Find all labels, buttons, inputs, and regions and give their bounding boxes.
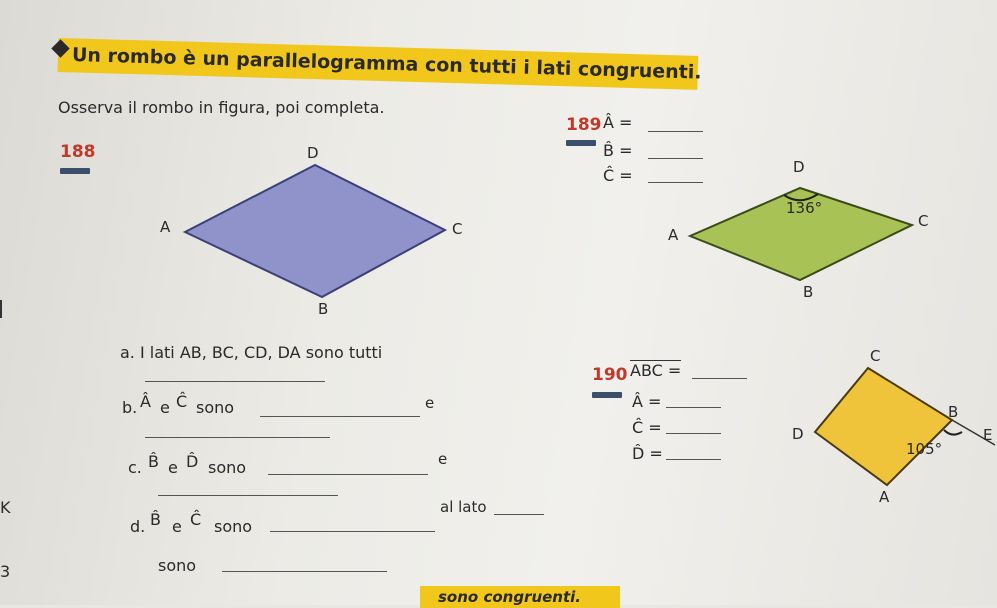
rhombus-190-shape — [815, 368, 952, 485]
item-d-angle-c: Ĉ — [190, 510, 202, 529]
vertex-a-190: A — [879, 488, 890, 506]
item-c-angle-b: B̂ — [148, 452, 159, 471]
vertex-a-189: A — [668, 226, 679, 244]
vertex-d-190: D — [792, 425, 804, 443]
vertex-b-188: B — [318, 300, 329, 318]
margin-letter-k: K — [0, 498, 11, 517]
margin-number: 3 — [0, 562, 11, 581]
footer-text: sono congruenti. — [438, 588, 581, 606]
angle-arc-190 — [944, 430, 962, 435]
item-a-text: a. I lati AB, BC, CD, DA sono tutti — [120, 343, 383, 362]
item-b-sono: sono — [196, 398, 235, 417]
vertex-d-189: D — [793, 158, 805, 176]
item-b-and: e — [160, 398, 170, 417]
angle-label-190: 105° — [906, 440, 943, 458]
item-c-letter: c. — [128, 458, 142, 477]
vertex-c-190: C — [870, 347, 881, 365]
item-d-letter: d. — [130, 517, 146, 536]
item-d-sono: sono — [214, 517, 253, 536]
angle-label-189: 136° — [786, 199, 823, 217]
page-heading: Un rombo è un parallelogramma con tutti i lati congruenti. — [71, 44, 702, 84]
item-d-angle-b: B̂ — [150, 510, 161, 529]
item-b-angle-a: Â — [140, 392, 151, 411]
item-d-side: al lato — [440, 498, 487, 516]
ex190-line-a: Â = — [632, 392, 662, 411]
ex189-line-c: Ĉ = — [603, 166, 633, 185]
vertex-e-190: E — [983, 426, 993, 444]
item-c-and: e — [168, 458, 178, 477]
vertex-b-189: B — [803, 283, 814, 301]
vertex-a-188: A — [160, 218, 171, 236]
vertex-d-188: D — [307, 144, 319, 162]
exercise-190-number: 190 — [592, 365, 628, 385]
item-c-angle-d: D̂ — [186, 452, 199, 471]
item-b-letter: b. — [122, 398, 138, 417]
ex189-line-b: B̂ = — [603, 141, 633, 160]
ex190-line-d: D̂ = — [632, 444, 663, 463]
margin-bar — [0, 300, 2, 318]
ex189-line-a: Â = — [603, 113, 633, 132]
exercise-189-number: 189 — [566, 115, 602, 135]
item-b-connector: e — [425, 394, 435, 412]
item-d-sono2: sono — [158, 556, 197, 575]
ex190-abc-label: ABC = — [630, 361, 682, 380]
vertex-c-189: C — [918, 212, 929, 230]
item-b-angle-c: Ĉ — [176, 392, 188, 411]
vertex-b-190: B — [948, 403, 959, 421]
exercise-188-number: 188 — [60, 142, 96, 162]
item-c-sono: sono — [208, 458, 247, 477]
instruction-text: Osserva il rombo in figura, poi completa. — [58, 98, 385, 117]
item-c-connector: e — [438, 450, 448, 468]
ex190-line-c: Ĉ = — [632, 418, 662, 437]
vertex-c-188: C — [452, 220, 463, 238]
item-d-and: e — [172, 517, 182, 536]
